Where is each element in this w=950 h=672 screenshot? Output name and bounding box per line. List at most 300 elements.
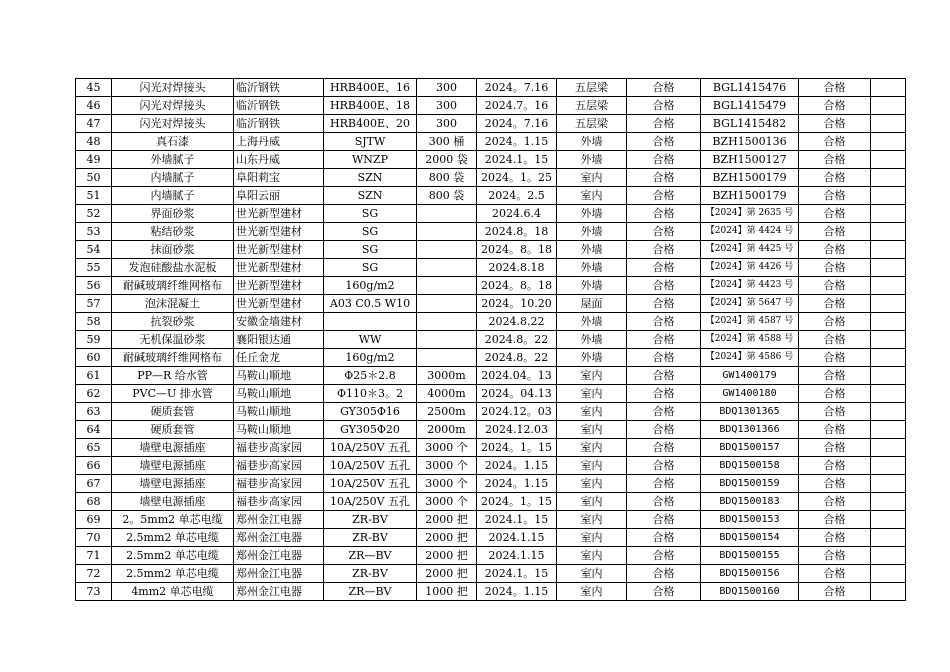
report-number-cell: BZH1500127 [701, 151, 799, 169]
manufacturer-cell: 阜阳云丽 [234, 187, 324, 205]
result-cell: 合格 [627, 97, 701, 115]
material-name-cell: 内墙腻子 [112, 187, 234, 205]
quantity-cell [417, 241, 477, 259]
table-row [76, 241, 906, 259]
specification-cell: 160g/m2 [324, 277, 417, 295]
material-name-cell: 内墙腻子 [112, 169, 234, 187]
date-cell: 2024。1.15 [477, 583, 557, 601]
specification-cell: GY305Φ16 [324, 403, 417, 421]
specification-cell: SG [324, 205, 417, 223]
quantity-cell: 300 [417, 115, 477, 133]
row-number-cell: 60 [76, 349, 112, 367]
manufacturer-cell: 阜阳莉宝 [234, 169, 324, 187]
remark-cell [871, 529, 906, 547]
date-cell: 2024。10.20 [477, 295, 557, 313]
date-cell: 2024。8。18 [477, 277, 557, 295]
row-number-cell: 56 [76, 277, 112, 295]
location-cell: 外墙 [557, 205, 627, 223]
manufacturer-cell: 临沂钢铁 [234, 115, 324, 133]
result-cell: 合格 [627, 151, 701, 169]
remark-cell [871, 187, 906, 205]
specification-cell: ZR-BV [324, 511, 417, 529]
conclusion-cell: 合格 [799, 331, 871, 349]
table-row [76, 493, 906, 511]
report-number-cell: GW1400179 [701, 367, 799, 385]
material-inspection-table [75, 78, 906, 601]
row-number-cell: 65 [76, 439, 112, 457]
result-cell: 合格 [627, 313, 701, 331]
specification-cell: ZR-BV [324, 529, 417, 547]
result-cell: 合格 [627, 367, 701, 385]
report-number-cell: GW1400180 [701, 385, 799, 403]
row-number-cell: 73 [76, 583, 112, 601]
row-number-cell: 68 [76, 493, 112, 511]
row-number-cell: 54 [76, 241, 112, 259]
quantity-cell: 2000m [417, 421, 477, 439]
remark-cell [871, 133, 906, 151]
material-name-cell: 粘结砂浆 [112, 223, 234, 241]
remark-cell [871, 439, 906, 457]
conclusion-cell: 合格 [799, 259, 871, 277]
material-name-cell: 4mm2 单芯电缆 [112, 583, 234, 601]
remark-cell [871, 475, 906, 493]
location-cell: 室内 [557, 403, 627, 421]
location-cell: 室内 [557, 169, 627, 187]
result-cell: 合格 [627, 205, 701, 223]
material-name-cell: 2.5mm2 单芯电缆 [112, 529, 234, 547]
report-number-cell: 【2024】第 4426 号 [701, 259, 799, 277]
report-number-cell: BDQ1500157 [701, 439, 799, 457]
conclusion-cell: 合格 [799, 565, 871, 583]
remark-cell [871, 403, 906, 421]
report-number-cell: BZH1500179 [701, 169, 799, 187]
specification-cell: SG [324, 259, 417, 277]
table-row [76, 583, 906, 601]
specification-cell: HRB400E、20 [324, 115, 417, 133]
material-name-cell: 闪光对焊接头 [112, 79, 234, 97]
result-cell: 合格 [627, 439, 701, 457]
manufacturer-cell: 世光新型建材 [234, 295, 324, 313]
row-number-cell: 48 [76, 133, 112, 151]
location-cell: 室内 [557, 367, 627, 385]
date-cell: 2024.12。03 [477, 403, 557, 421]
location-cell: 室内 [557, 421, 627, 439]
specification-cell: Φ110＊3。2 [324, 385, 417, 403]
manufacturer-cell: 郑州金江电器 [234, 547, 324, 565]
report-number-cell: BDQ1500155 [701, 547, 799, 565]
location-cell: 屋面 [557, 295, 627, 313]
quantity-cell: 2000 把 [417, 565, 477, 583]
quantity-cell: 2000 把 [417, 529, 477, 547]
report-number-cell: 【2024】第 4587 号 [701, 313, 799, 331]
material-name-cell: 抗裂砂浆 [112, 313, 234, 331]
remark-cell [871, 295, 906, 313]
location-cell: 室内 [557, 493, 627, 511]
conclusion-cell: 合格 [799, 79, 871, 97]
conclusion-cell: 合格 [799, 493, 871, 511]
manufacturer-cell: 世光新型建材 [234, 259, 324, 277]
report-number-cell: BGL1415476 [701, 79, 799, 97]
manufacturer-cell: 郑州金江电器 [234, 565, 324, 583]
report-number-cell: 【2024】第 4586 号 [701, 349, 799, 367]
manufacturer-cell: 福巷步高家园 [234, 439, 324, 457]
specification-cell [324, 313, 417, 331]
manufacturer-cell: 任丘金龙 [234, 349, 324, 367]
remark-cell [871, 169, 906, 187]
manufacturer-cell: 马鞍山顺地 [234, 367, 324, 385]
report-number-cell: 【2024】第 4424 号 [701, 223, 799, 241]
location-cell: 外墙 [557, 277, 627, 295]
conclusion-cell: 合格 [799, 169, 871, 187]
quantity-cell [417, 277, 477, 295]
material-name-cell: 墙壁电源插座 [112, 457, 234, 475]
material-name-cell: 发泡硅酸盐水泥板 [112, 259, 234, 277]
result-cell: 合格 [627, 457, 701, 475]
specification-cell: SG [324, 223, 417, 241]
report-number-cell: BDQ1500159 [701, 475, 799, 493]
quantity-cell [417, 259, 477, 277]
table-row [76, 187, 906, 205]
table-row [76, 367, 906, 385]
remark-cell [871, 115, 906, 133]
result-cell: 合格 [627, 547, 701, 565]
location-cell: 五层梁 [557, 115, 627, 133]
row-number-cell: 70 [76, 529, 112, 547]
quantity-cell: 2000 袋 [417, 151, 477, 169]
result-cell: 合格 [627, 79, 701, 97]
row-number-cell: 66 [76, 457, 112, 475]
result-cell: 合格 [627, 259, 701, 277]
date-cell: 2024.8。18 [477, 223, 557, 241]
specification-cell: SZN [324, 187, 417, 205]
quantity-cell [417, 223, 477, 241]
date-cell: 2024。1.15 [477, 133, 557, 151]
specification-cell: 10A/250V 五孔 [324, 493, 417, 511]
row-number-cell: 59 [76, 331, 112, 349]
date-cell: 2024.1.15 [477, 529, 557, 547]
remark-cell [871, 457, 906, 475]
result-cell: 合格 [627, 133, 701, 151]
remark-cell [871, 151, 906, 169]
date-cell: 2024.8。22 [477, 349, 557, 367]
location-cell: 外墙 [557, 151, 627, 169]
quantity-cell: 4000m [417, 385, 477, 403]
table-row [76, 79, 906, 97]
specification-cell: GY305Φ20 [324, 421, 417, 439]
quantity-cell: 300 桶 [417, 133, 477, 151]
report-number-cell: 【2024】第 4425 号 [701, 241, 799, 259]
conclusion-cell: 合格 [799, 115, 871, 133]
material-name-cell: 2.5mm2 单芯电缆 [112, 565, 234, 583]
date-cell: 2024.8。22 [477, 331, 557, 349]
table-row [76, 529, 906, 547]
quantity-cell [417, 205, 477, 223]
row-number-cell: 50 [76, 169, 112, 187]
result-cell: 合格 [627, 493, 701, 511]
specification-cell: SJTW [324, 133, 417, 151]
date-cell: 2024。04.13 [477, 385, 557, 403]
remark-cell [871, 331, 906, 349]
table-row [76, 511, 906, 529]
specification-cell: Φ25＊2.8 [324, 367, 417, 385]
quantity-cell: 800 袋 [417, 187, 477, 205]
date-cell: 2024.7。16 [477, 97, 557, 115]
specification-cell: WNZP [324, 151, 417, 169]
date-cell: 2024。1。25 [477, 169, 557, 187]
table-row [76, 277, 906, 295]
report-number-cell: BDQ1500183 [701, 493, 799, 511]
location-cell: 室内 [557, 529, 627, 547]
manufacturer-cell: 襄阳银达通 [234, 331, 324, 349]
material-name-cell: 闪光对焊接头 [112, 115, 234, 133]
date-cell: 2024。7.16 [477, 115, 557, 133]
date-cell: 2024。1.15 [477, 457, 557, 475]
quantity-cell [417, 295, 477, 313]
remark-cell [871, 565, 906, 583]
quantity-cell [417, 313, 477, 331]
date-cell: 2024.1。15 [477, 511, 557, 529]
conclusion-cell: 合格 [799, 349, 871, 367]
table-row [76, 439, 906, 457]
date-cell: 2024.1。15 [477, 151, 557, 169]
location-cell: 外墙 [557, 133, 627, 151]
conclusion-cell: 合格 [799, 97, 871, 115]
conclusion-cell: 合格 [799, 439, 871, 457]
location-cell: 五层梁 [557, 79, 627, 97]
conclusion-cell: 合格 [799, 385, 871, 403]
report-number-cell: 【2024】第 2635 号 [701, 205, 799, 223]
specification-cell: A03 C0.5 W10 [324, 295, 417, 313]
specification-cell: 10A/250V 五孔 [324, 475, 417, 493]
table-row [76, 457, 906, 475]
quantity-cell: 300 [417, 79, 477, 97]
remark-cell [871, 277, 906, 295]
table-row [76, 475, 906, 493]
location-cell: 外墙 [557, 313, 627, 331]
row-number-cell: 62 [76, 385, 112, 403]
report-number-cell: BGL1415479 [701, 97, 799, 115]
material-name-cell: 墙壁电源插座 [112, 439, 234, 457]
remark-cell [871, 79, 906, 97]
material-name-cell: 界面砂浆 [112, 205, 234, 223]
result-cell: 合格 [627, 385, 701, 403]
material-name-cell: 硬质套管 [112, 403, 234, 421]
table-row [76, 259, 906, 277]
row-number-cell: 57 [76, 295, 112, 313]
location-cell: 室内 [557, 511, 627, 529]
date-cell: 2024。1。15 [477, 493, 557, 511]
manufacturer-cell: 福巷步高家园 [234, 493, 324, 511]
material-name-cell: 2。5mm2 单芯电缆 [112, 511, 234, 529]
location-cell: 外墙 [557, 349, 627, 367]
result-cell: 合格 [627, 241, 701, 259]
location-cell: 外墙 [557, 331, 627, 349]
remark-cell [871, 421, 906, 439]
conclusion-cell: 合格 [799, 511, 871, 529]
material-name-cell: 闪光对焊接头 [112, 97, 234, 115]
result-cell: 合格 [627, 277, 701, 295]
table-row [76, 169, 906, 187]
quantity-cell: 800 袋 [417, 169, 477, 187]
table-row [76, 547, 906, 565]
row-number-cell: 47 [76, 115, 112, 133]
row-number-cell: 72 [76, 565, 112, 583]
date-cell: 2024.8.22 [477, 313, 557, 331]
date-cell: 2024.04。13 [477, 367, 557, 385]
row-number-cell: 71 [76, 547, 112, 565]
date-cell: 2024。1。15 [477, 439, 557, 457]
report-number-cell: 【2024】第 4423 号 [701, 277, 799, 295]
conclusion-cell: 合格 [799, 295, 871, 313]
conclusion-cell: 合格 [799, 187, 871, 205]
report-number-cell: BDQ1500160 [701, 583, 799, 601]
table-row [76, 205, 906, 223]
location-cell: 室内 [557, 385, 627, 403]
specification-cell: 10A/250V 五孔 [324, 457, 417, 475]
row-number-cell: 51 [76, 187, 112, 205]
result-cell: 合格 [627, 223, 701, 241]
result-cell: 合格 [627, 529, 701, 547]
conclusion-cell: 合格 [799, 367, 871, 385]
table-body [76, 79, 906, 601]
quantity-cell [417, 331, 477, 349]
location-cell: 室内 [557, 187, 627, 205]
remark-cell [871, 313, 906, 331]
report-number-cell: BDQ1500156 [701, 565, 799, 583]
conclusion-cell: 合格 [799, 475, 871, 493]
material-name-cell: PVC—U 排水管 [112, 385, 234, 403]
location-cell: 外墙 [557, 241, 627, 259]
remark-cell [871, 583, 906, 601]
manufacturer-cell: 福巷步高家园 [234, 475, 324, 493]
location-cell: 室内 [557, 583, 627, 601]
result-cell: 合格 [627, 583, 701, 601]
quantity-cell: 3000m [417, 367, 477, 385]
remark-cell [871, 511, 906, 529]
manufacturer-cell: 福巷步高家园 [234, 457, 324, 475]
material-name-cell: 墙壁电源插座 [112, 475, 234, 493]
report-number-cell: BZH1500136 [701, 133, 799, 151]
quantity-cell: 1000 把 [417, 583, 477, 601]
row-number-cell: 58 [76, 313, 112, 331]
date-cell: 2024.6.4 [477, 205, 557, 223]
row-number-cell: 53 [76, 223, 112, 241]
date-cell: 2024.1。15 [477, 565, 557, 583]
conclusion-cell: 合格 [799, 133, 871, 151]
row-number-cell: 46 [76, 97, 112, 115]
location-cell: 室内 [557, 475, 627, 493]
conclusion-cell: 合格 [799, 241, 871, 259]
row-number-cell: 52 [76, 205, 112, 223]
result-cell: 合格 [627, 349, 701, 367]
result-cell: 合格 [627, 169, 701, 187]
conclusion-cell: 合格 [799, 277, 871, 295]
specification-cell: SZN [324, 169, 417, 187]
specification-cell: ZR-BV [324, 565, 417, 583]
manufacturer-cell: 马鞍山顺地 [234, 403, 324, 421]
conclusion-cell: 合格 [799, 529, 871, 547]
table-row [76, 565, 906, 583]
result-cell: 合格 [627, 187, 701, 205]
row-number-cell: 45 [76, 79, 112, 97]
quantity-cell: 3000 个 [417, 457, 477, 475]
result-cell: 合格 [627, 331, 701, 349]
date-cell: 2024。8。18 [477, 241, 557, 259]
conclusion-cell: 合格 [799, 547, 871, 565]
manufacturer-cell: 郑州金江电器 [234, 583, 324, 601]
quantity-cell [417, 349, 477, 367]
specification-cell: 160g/m2 [324, 349, 417, 367]
location-cell: 外墙 [557, 259, 627, 277]
conclusion-cell: 合格 [799, 421, 871, 439]
manufacturer-cell: 马鞍山顺地 [234, 421, 324, 439]
table-row [76, 151, 906, 169]
result-cell: 合格 [627, 511, 701, 529]
date-cell: 2024.8.18 [477, 259, 557, 277]
report-number-cell: BDQ1500153 [701, 511, 799, 529]
row-number-cell: 61 [76, 367, 112, 385]
specification-cell: ZR—BV [324, 547, 417, 565]
conclusion-cell: 合格 [799, 223, 871, 241]
manufacturer-cell: 世光新型建材 [234, 277, 324, 295]
manufacturer-cell: 郑州金江电器 [234, 529, 324, 547]
material-name-cell: 耐碱玻璃纤维网格布 [112, 349, 234, 367]
manufacturer-cell: 安徽金墙建材 [234, 313, 324, 331]
quantity-cell: 3000 个 [417, 493, 477, 511]
report-number-cell: BZH1500179 [701, 187, 799, 205]
result-cell: 合格 [627, 475, 701, 493]
row-number-cell: 64 [76, 421, 112, 439]
remark-cell [871, 241, 906, 259]
location-cell: 外墙 [557, 223, 627, 241]
conclusion-cell: 合格 [799, 403, 871, 421]
remark-cell [871, 259, 906, 277]
table-row [76, 313, 906, 331]
specification-cell: ZR—BV [324, 583, 417, 601]
remark-cell [871, 385, 906, 403]
conclusion-cell: 合格 [799, 313, 871, 331]
conclusion-cell: 合格 [799, 151, 871, 169]
remark-cell [871, 349, 906, 367]
remark-cell [871, 205, 906, 223]
report-number-cell: 【2024】第 5647 号 [701, 295, 799, 313]
date-cell: 2024.1.15 [477, 547, 557, 565]
location-cell: 室内 [557, 547, 627, 565]
remark-cell [871, 367, 906, 385]
manufacturer-cell: 世光新型建材 [234, 205, 324, 223]
row-number-cell: 55 [76, 259, 112, 277]
conclusion-cell: 合格 [799, 457, 871, 475]
report-number-cell: 【2024】第 4588 号 [701, 331, 799, 349]
manufacturer-cell: 世光新型建材 [234, 223, 324, 241]
result-cell: 合格 [627, 295, 701, 313]
table-row [76, 385, 906, 403]
report-number-cell: BDQ1301366 [701, 421, 799, 439]
material-name-cell: PP—R 给水管 [112, 367, 234, 385]
date-cell: 2024。2.5 [477, 187, 557, 205]
manufacturer-cell: 郑州金江电器 [234, 511, 324, 529]
manufacturer-cell: 山东丹威 [234, 151, 324, 169]
quantity-cell: 2500m [417, 403, 477, 421]
conclusion-cell: 合格 [799, 205, 871, 223]
row-number-cell: 69 [76, 511, 112, 529]
result-cell: 合格 [627, 565, 701, 583]
report-number-cell: BGL1415482 [701, 115, 799, 133]
table-row [76, 133, 906, 151]
date-cell: 2024。1.15 [477, 475, 557, 493]
remark-cell [871, 547, 906, 565]
manufacturer-cell: 马鞍山顺地 [234, 385, 324, 403]
